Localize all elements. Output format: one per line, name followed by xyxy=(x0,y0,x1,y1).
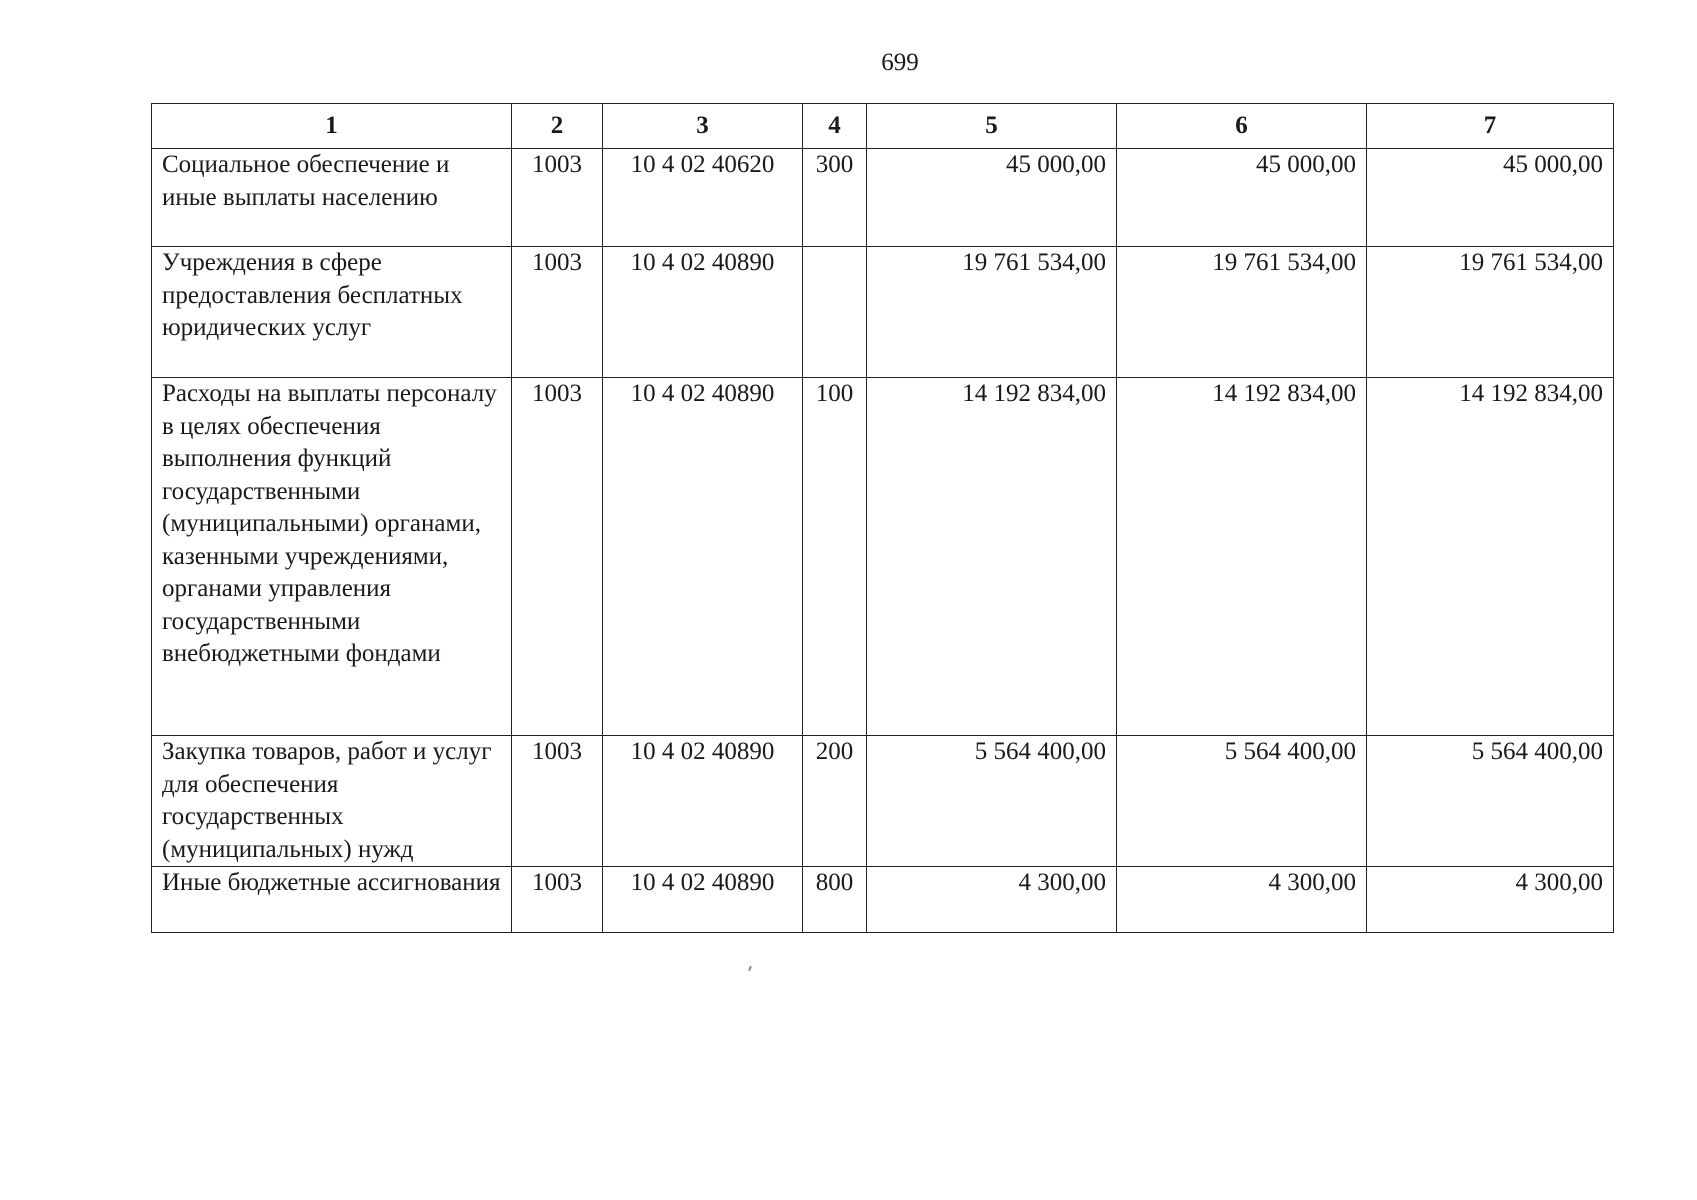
table-row xyxy=(152,736,1614,867)
page-number: 699 xyxy=(881,49,919,76)
column-header-2: 2 xyxy=(512,104,603,149)
row-amount-6: 14 192 834,00 xyxy=(1117,378,1367,736)
table-row xyxy=(152,149,1614,247)
row-section-code: 1003 xyxy=(512,736,603,867)
row-target-code: 10 4 02 40890 xyxy=(603,867,803,933)
column-header-6: 6 xyxy=(1117,104,1367,149)
row-name: Закупка товаров, работ и услуг для обеспечения государственных (муниципальных) нужд xyxy=(152,736,512,867)
row-section-code: 1003 xyxy=(512,149,603,247)
row-amount-5: 19 761 534,00 xyxy=(867,247,1117,378)
column-header-1: 1 xyxy=(152,104,512,149)
row-expense-type: 100 xyxy=(803,378,867,736)
table-row xyxy=(152,247,1614,378)
table-row xyxy=(152,867,1614,933)
column-header-5: 5 xyxy=(867,104,1117,149)
row-amount-6: 5 564 400,00 xyxy=(1117,736,1367,867)
column-header-3: 3 xyxy=(603,104,803,149)
row-amount-7: 14 192 834,00 xyxy=(1367,378,1614,736)
row-amount-5: 45 000,00 xyxy=(867,149,1117,247)
row-expense-type xyxy=(803,247,867,378)
budget-table xyxy=(151,103,1614,933)
row-expense-type: 300 xyxy=(803,149,867,247)
row-target-code: 10 4 02 40890 xyxy=(603,378,803,736)
row-amount-5: 14 192 834,00 xyxy=(867,378,1117,736)
row-amount-6: 19 761 534,00 xyxy=(1117,247,1367,378)
scan-speck xyxy=(748,966,752,971)
row-amount-7: 4 300,00 xyxy=(1367,867,1614,933)
row-target-code: 10 4 02 40890 xyxy=(603,736,803,867)
row-amount-7: 45 000,00 xyxy=(1367,149,1614,247)
row-section-code: 1003 xyxy=(512,247,603,378)
row-amount-5: 5 564 400,00 xyxy=(867,736,1117,867)
row-amount-6: 45 000,00 xyxy=(1117,149,1367,247)
row-expense-type: 800 xyxy=(803,867,867,933)
row-amount-6: 4 300,00 xyxy=(1117,867,1367,933)
row-name: Расходы на выплаты персоналу в целях обеспечения выполнения функций государственными (муниципальными) органами, казенными учреждениями, органами управления государственными внебюджетными фондами xyxy=(152,378,512,736)
row-name: Социальное обеспечение и иные выплаты населению xyxy=(152,149,512,247)
row-section-code: 1003 xyxy=(512,867,603,933)
row-amount-5: 4 300,00 xyxy=(867,867,1117,933)
row-expense-type: 200 xyxy=(803,736,867,867)
row-amount-7: 19 761 534,00 xyxy=(1367,247,1614,378)
row-section-code: 1003 xyxy=(512,378,603,736)
row-target-code: 10 4 02 40620 xyxy=(603,149,803,247)
row-name: Учреждения в сфере предоставления бесплатных юридических услуг xyxy=(152,247,512,378)
table-header-row xyxy=(152,104,1614,149)
column-header-7: 7 xyxy=(1367,104,1614,149)
table-row xyxy=(152,378,1614,736)
row-name: Иные бюджетные ассигнования xyxy=(152,867,512,933)
row-target-code: 10 4 02 40890 xyxy=(603,247,803,378)
row-amount-7: 5 564 400,00 xyxy=(1367,736,1614,867)
column-header-4: 4 xyxy=(803,104,867,149)
